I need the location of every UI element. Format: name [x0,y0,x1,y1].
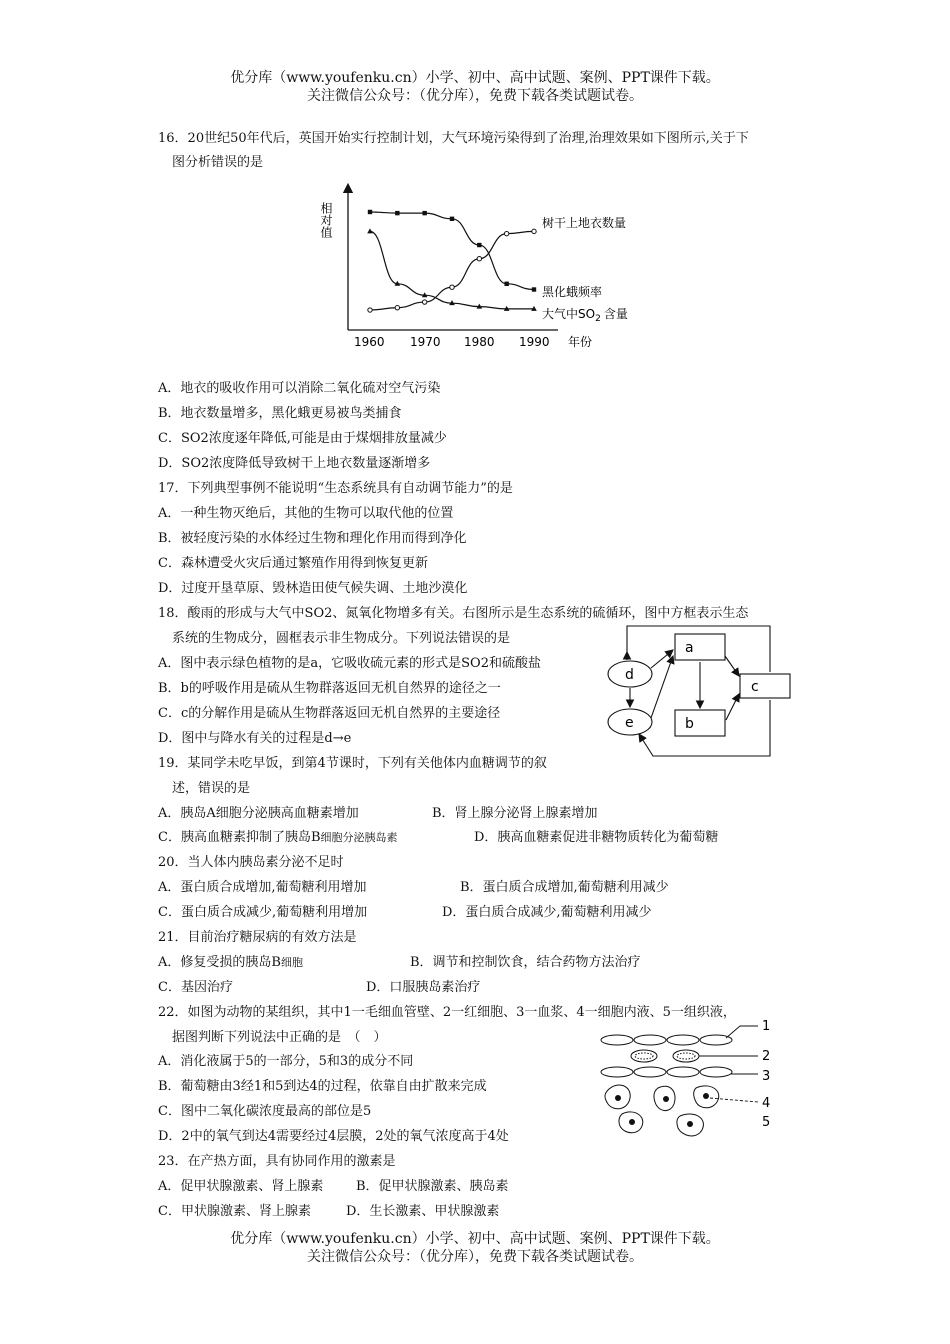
red-blood-cells [631,1050,699,1062]
point-melanic-moth-3 [450,217,454,221]
label-5: 5 [762,1115,771,1130]
label-3: 3 [762,1069,771,1084]
point-melanic-moth-0 [368,210,372,214]
tissue-diagram [600,1018,780,1146]
point-melanic-moth-2 [422,211,426,215]
point-lichen-4 [477,257,481,261]
q23-stem: 23．在产热方面，具有协同作用的激素是 [158,1154,396,1169]
point-melanic-moth-5 [504,282,508,286]
point-lichen-5 [504,231,508,235]
q21-option-c: C．基因治疗 [158,980,233,995]
q22-option-a: A．消化液属于5的一部分，5和3的成分不同 [158,1054,414,1069]
q20-stem: 20．当人体内胰岛素分泌不足时 [158,855,344,870]
q17-option-d: D．过度开垦草原、毁林造田使气候失调、土地沙漠化 [158,581,468,596]
footer-line-1: 优分库（www.youfenku.cn）小学、初中、高中试题、案例、PPT课件下载。 [230,1231,720,1247]
q22-stem-2: 据图判断下列说法中正确的是 （ ） [172,1030,387,1045]
x-tick-1990: 1990 [519,335,550,349]
x-tick-1980: 1980 [464,335,495,349]
node-d-label: d [625,667,634,683]
series-line-lichen [370,231,534,310]
q21-option-d: D．口服胰岛素治疗 [366,980,481,995]
q18-option-b: B．b的呼吸作用是硫从生物群落返回无机自然界的途径之一 [158,681,501,696]
q23-option-c: C．甲状腺激素、肾上腺素 [158,1204,311,1219]
q16-option-a: A．地衣的吸收作用可以消除二氧化硫对空气污染 [158,381,441,396]
q16-stem-2: 图分析错误的是 [172,155,264,170]
x-tick-1960: 1960 [354,335,385,349]
q20-option-a: A．蛋白质合成增加,葡萄糖利用增加 [158,880,367,895]
q18-stem-2: 系统的生物成分，圆框表示非生物成分。下列说法错误的是 [172,631,511,646]
series-line-melanic-moth [370,212,534,290]
q17-option-b: B．被轻度污染的水体经过生物和理化作用而得到净化 [158,531,467,546]
legend-lichen: 树干上地衣数量 [542,216,627,230]
point-lichen-0 [368,308,372,312]
tissue-cells [605,1085,719,1136]
q17-option-a: A．一种生物灭绝后，其他的生物可以取代他的位置 [158,506,454,521]
point-lichen-3 [450,285,454,289]
legend-so2: 大气中$SO_2$ 含量 [542,307,628,324]
q16-line-chart [318,182,658,357]
q18-option-c: C．c的分解作用是硫从生物群落返回无机自然界的主要途径 [158,706,501,721]
q19-option-d: D．胰高血糖素促进非糖物质转化为葡萄糖 [474,830,719,845]
q19-option-c: C．胰高血糖素抑制了胰岛B细胞分泌胰岛素 [158,830,398,845]
point-melanic-moth-6 [532,287,536,291]
q23-option-d: D．生长激素、甲状腺激素 [346,1204,500,1219]
footer-line-2: 关注微信公众号：（优分库），免费下载各类试题试卷。 [307,1249,643,1265]
label-1: 1 [762,1019,771,1034]
node-e-label: e [625,715,634,731]
sulfur-cycle-diagram [605,622,800,762]
series-line-so2 [370,231,534,309]
q17-option-c: C．森林遭受火灾后通过繁殖作用得到恢复更新 [158,556,428,571]
q21-stem: 21．目前治疗糖尿病的有效方法是 [158,930,357,945]
q21-option-a: A．修复受损的胰岛B细胞 [158,955,303,970]
header-line-1: 优分库（www.youfenku.cn）小学、初中、高中试题、案例、PPT课件下载。 [230,70,720,86]
q21-option-b: B．调节和控制饮食，结合药物方法治疗 [410,955,641,970]
legend-melanic-moth: 黑化蛾频率 [542,285,603,299]
x-axis-label: 年份 [568,335,593,349]
loop-c-top [627,626,770,672]
q20-option-b: B．蛋白质合成增加,葡萄糖利用减少 [460,880,669,895]
q22-option-b: B．葡萄糖由3经1和5到达4的过程，依靠自由扩散来完成 [158,1079,487,1094]
q20-option-d: D．蛋白质合成减少,葡萄糖利用减少 [442,905,652,920]
q19-option-a: A．胰岛A细胞分泌胰高血糖素增加 [158,806,359,821]
point-melanic-moth-1 [395,211,399,215]
q20-option-c: C．蛋白质合成减少,葡萄糖利用增加 [158,905,368,920]
q16-option-d: D．SO2浓度降低导致树干上地衣数量逐渐增多 [158,456,431,471]
q16-option-c: C．SO2浓度逐年降低,可能是由于煤烟排放量减少 [158,431,447,446]
q23-option-a: A．促甲状腺激素、肾上腺素 [158,1179,324,1194]
node-b-box [675,710,725,736]
q23-option-b: B．促甲状腺激素、胰岛素 [356,1179,509,1194]
q22-option-c: C．图中二氧化碳浓度最高的部位是5 [158,1104,372,1119]
point-lichen-6 [532,229,536,233]
q16-option-b: B．地衣数量增多，黑化蛾更易被鸟类捕食 [158,406,402,421]
q22-stem-1: 22．如图为动物的某组织，其中1一毛细血管壁、2一红细胞、3一血浆、4一细胞内液、5一组织液， [158,1005,736,1020]
node-a-box [675,634,725,660]
header-line-2: 关注微信公众号：（优分库），免费下载各类试题试卷。 [307,88,643,104]
capillary-wall-lower [601,1067,732,1077]
plot-area [367,210,537,312]
node-a-label: a [685,640,694,656]
label-2: 2 [762,1049,771,1064]
node-c-box [740,674,790,698]
q19-stem-1: 19．某同学未吃早饭，到第4节课时，下列有关他体内血糖调节的叙 [158,756,547,771]
q18-option-d: D．图中与降水有关的过程是d→e [158,731,352,746]
q22-option-d: D．2中的氧气到达4需要经过4层膜，2处的氧气浓度高于4处 [158,1129,509,1144]
arrow-a-c [725,656,739,676]
node-c-label: c [751,679,759,695]
point-melanic-moth-4 [477,243,481,247]
point-lichen-1 [395,306,399,310]
x-tick-1970: 1970 [410,335,441,349]
y-axis-label: 相对值 [319,202,333,238]
q18-stem-1: 18．酸雨的形成与大气中SO2、氮氧化物增多有关。右图所示是生态系统的硫循环，图中方框表示生态 [158,606,749,621]
point-so2-0 [367,228,373,233]
q18-option-a: A．图中表示绿色植物的是a，它吸收硫元素的形式是SO2和硫酸盐 [158,656,541,671]
q16-stem-1: 16．20世纪50年代后，英国开始实行控制计划，大气环境污染得到了治理,治理效果如下图所示,关于下 [158,131,749,146]
loop-c-e [639,700,770,756]
point-lichen-2 [422,300,426,304]
q19-stem-2: 述，错误的是 [172,781,251,796]
q19-option-b: B．肾上腺分泌肾上腺素增加 [432,806,598,821]
node-b-label: b [685,716,694,732]
capillary-wall-upper [601,1035,732,1045]
arrow-b-c [726,694,739,720]
label-4: 4 [762,1096,771,1111]
q17-stem: 17．下列典型事例不能说明“生态系统具有自动调节能力”的是 [158,481,513,496]
